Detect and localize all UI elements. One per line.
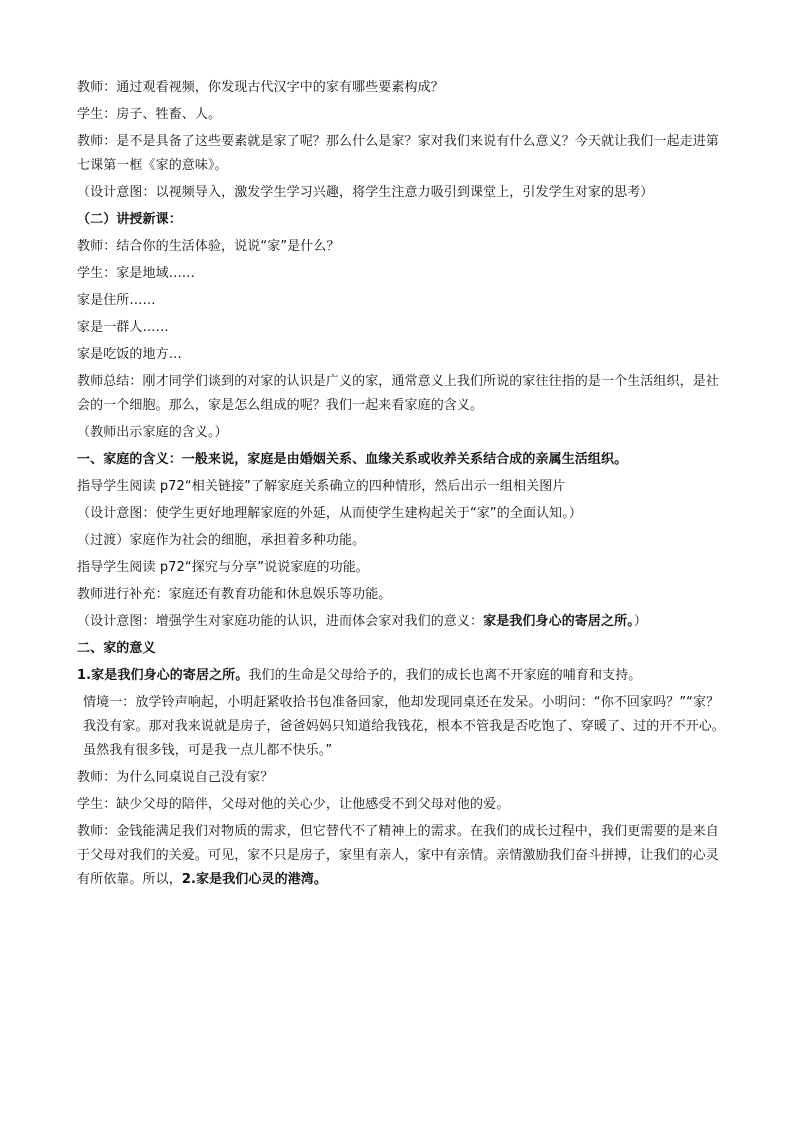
design-intent-3-bold: 家是我们身心的寄居之所。 <box>483 614 634 629</box>
paragraph-guide-reading-1: 指导学生阅读 p72“相关链接”了解家庭关系确立的四种情形，然后出示一组相关图片 <box>77 479 566 494</box>
section-heading-new-lesson: （二）讲授新课： <box>77 212 182 227</box>
paragraph-teacher-intro: 教师：是不是具备了这些要素就是家了呢？那么什么是家？家对我们来说有什么意义？今天就让我们一起走进第七课第一框《家的意味》。 <box>77 134 719 173</box>
point-1-text: 我们的生命是父母给予的，我们的成长也离不开家庭的哺育和支持。 <box>248 668 642 683</box>
paragraph-student-region: 学生：家是地域…… <box>77 266 195 281</box>
document-page <box>77 76 727 895</box>
paragraph-home-people: 家是一群人…… <box>77 320 169 335</box>
paragraph-home-residence: 家是住所…… <box>77 293 156 308</box>
paragraph-teacher-why: 教师：为什么同桌说自己没有家？ <box>77 770 274 785</box>
paragraph-teacher-question: 教师：通过观看视频，你发现古代汉字中的家有哪些要素构成？ <box>77 80 444 95</box>
paragraph-show-definition: （教师出示家庭的含义。） <box>77 425 228 440</box>
paragraph-student-answer: 学生：房子、牲畜、人。 <box>77 107 222 122</box>
design-intent-3-text: （设计意图：增强学生对家庭功能的认识，进而体会家对我们的意义： <box>77 614 484 629</box>
paragraph-student-reason: 学生：缺少父母的陪伴，父母对他的关心少，让他感受不到父母对他的爱。 <box>77 797 510 812</box>
paragraph-design-intent-3 <box>77 610 727 634</box>
point-2-bold: 2.家是我们心灵的港湾。 <box>181 872 327 887</box>
paragraph-teacher-prompt: 教师：结合你的生活体验，说说“家”是什么？ <box>77 239 340 254</box>
section-heading-family-definition: 一、家庭的含义：一般来说，家庭是由婚姻关系、血缘关系或收养关系结合成的亲属生活组织。 <box>77 452 628 467</box>
paragraph-transition: （过渡）家庭作为社会的细胞，承担着多种功能。 <box>77 533 366 548</box>
paragraph-teacher-supplement: 教师进行补充：家庭还有教育功能和休息娱乐等功能。 <box>77 587 392 602</box>
teacher-conclusion-text: 教师：金钱能满足我们对物质的需求，但它替代不了精神上的需求。在我们的成长过程中，我们更需要的是来自于父母对我们的关爱。可见，家不只是房子，家里有亲人，家中有亲情。亲情激励我们奋斗拼搏，让我们的心灵有所依靠。所以， <box>77 824 719 887</box>
design-intent-3-close: ） <box>633 614 647 629</box>
paragraph-point-1 <box>77 664 727 688</box>
point-1-bold: 1.家是我们身心的寄居之所。 <box>77 668 249 683</box>
paragraph-home-meals: 家是吃饭的地方… <box>77 347 182 362</box>
paragraph-scenario-1: 情境一：放学铃声响起，小明赶紧收拾书包准备回家，他却发现同桌还在发呆。小明问：“你不回家吗？”“家？我没有家。那对我来说就是房子，爸爸妈妈只知道给我钱花，根本不管我是否吃饱了、穿暖了、过的开不开心。虽然我有很多钱，可是我一点儿都不快乐。” <box>83 695 725 758</box>
paragraph-teacher-summary: 教师总结：刚才同学们谈到的对家的认识是广义的家，通常意义上我们所说的家往往指的是一个生活组织，是社会的一个细胞。那么，家是怎么组成的呢？我们一起来看家庭的含义。 <box>77 374 719 413</box>
paragraph-teacher-conclusion <box>77 820 727 892</box>
paragraph-design-intent-2: （设计意图：使学生更好地理解家庭的外延，从而使学生建构起关于“家”的全面认知。） <box>77 506 582 521</box>
paragraph-design-intent-1: （设计意图：以视频导入，激发学生学习兴趣，将学生注意力吸引到课堂上，引发学生对家的思考） <box>77 185 654 200</box>
paragraph-guide-reading-2: 指导学生阅读 p72“探究与分享”说说家庭的功能。 <box>77 560 369 575</box>
section-heading-meaning-of-home: 二、家的意义 <box>77 641 156 656</box>
